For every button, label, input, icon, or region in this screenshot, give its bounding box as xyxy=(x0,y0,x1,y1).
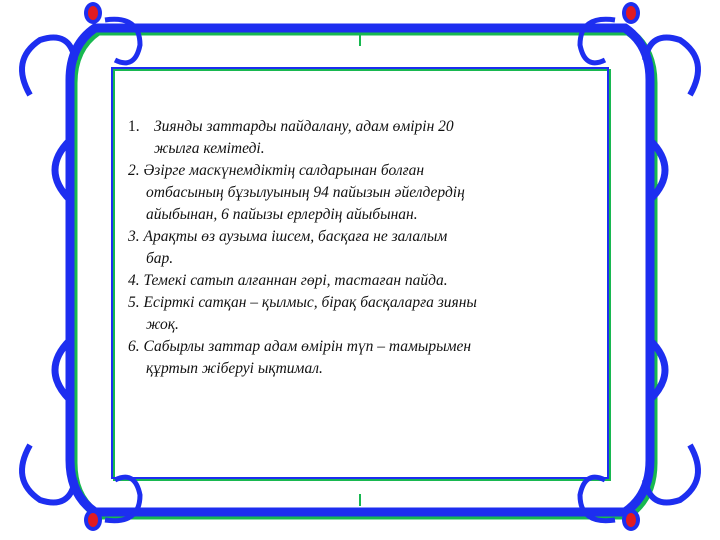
list-item xyxy=(128,270,600,292)
item-line: жоқ. xyxy=(146,316,179,333)
item-line: отбасының бұзылуының 94 пайызын әйелдердің xyxy=(146,184,465,201)
item-line: бар. xyxy=(146,250,174,267)
item-line: жылға кемітеді. xyxy=(154,140,265,157)
item-line: 4. Темекі сатып алғаннан гөрі, тастаған пайда. xyxy=(128,272,448,289)
item-line: 2. Әзірге маскүнемдіктің салдарынан болған xyxy=(128,162,425,179)
item-number: 1. xyxy=(128,118,140,135)
list-item xyxy=(128,160,600,226)
corner-ornament-bottom-right xyxy=(580,445,698,531)
item-line: құртып жіберуі ықтимал. xyxy=(146,360,323,377)
list-item xyxy=(128,226,600,270)
item-line: Зиянды заттарды пайдалану, адам өмірін 20 xyxy=(154,118,454,135)
list-item xyxy=(128,336,600,380)
list-item xyxy=(128,116,600,160)
item-line: айыбынан, 6 пайызы ерлердің айыбынан. xyxy=(146,206,418,223)
statement-list xyxy=(128,116,600,380)
list-item xyxy=(128,292,600,336)
item-line: 5. Есірткі сатқан – қылмыс, бірақ басқаларға зияны xyxy=(128,294,477,311)
item-line: 3. Арақты өз аузыма ішсем, басқаға не залалым xyxy=(128,228,448,245)
item-line: 6. Сабырлы заттар адам өмірін түп – тамырымен xyxy=(128,338,472,355)
